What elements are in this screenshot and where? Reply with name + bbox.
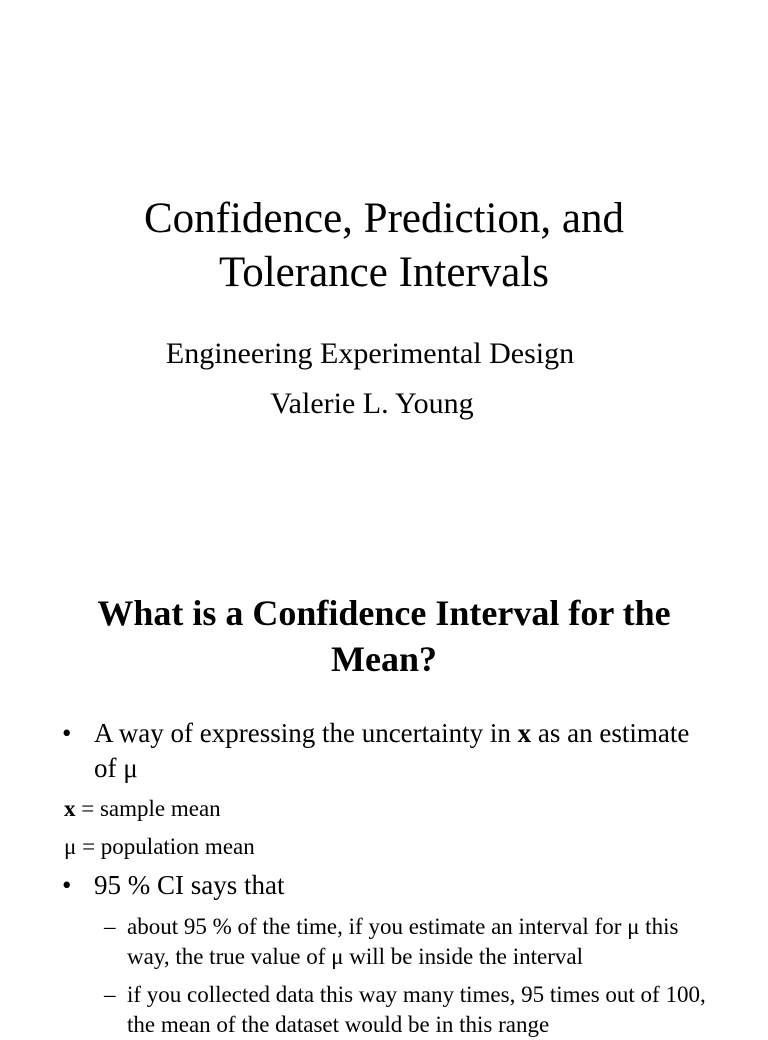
course-name: Engineering Experimental Design xyxy=(165,337,575,370)
slide-title-line-1: What is a Confidence Interval for the xyxy=(97,593,671,633)
sub-bullet-interval xyxy=(104,912,724,972)
bullet-text-post: as an estimate of μ xyxy=(94,718,690,783)
author-name: Valerie L. Young xyxy=(270,387,474,420)
x-bar-symbol: x xyxy=(517,718,532,748)
bullet-marker: • xyxy=(62,870,72,900)
slide-title-line-2: Mean? xyxy=(331,639,437,679)
bullet-95ci xyxy=(62,868,702,903)
sub-bullet-repeat xyxy=(104,980,724,1040)
definition-x-text: = sample mean xyxy=(75,796,221,821)
presentation-title xyxy=(0,192,768,300)
bullet-text-pre: A way of expressing the uncertainty in xyxy=(94,718,518,748)
definition-mu: μ = population mean xyxy=(64,834,255,859)
bullet-text xyxy=(94,716,702,786)
title-line-2: Tolerance Intervals xyxy=(218,249,550,296)
bullet-marker: • xyxy=(62,718,72,748)
content-slide xyxy=(0,560,768,1037)
sub-bullet-text: if you collected data this way many times, 95 times out of 100, the mean of the dataset would be in this range xyxy=(127,982,706,1037)
bullet-uncertainty xyxy=(62,716,702,786)
title-line-1: Confidence, Prediction, and xyxy=(143,195,625,242)
slide-title xyxy=(0,590,768,682)
definition-x xyxy=(64,794,221,824)
x-symbol: x xyxy=(64,796,76,821)
sub-bullet-text: about 95 % of the time, if you estimate an interval for μ this way, the true value of μ will be inside the interval xyxy=(127,914,679,969)
sub-bullet-marker: – xyxy=(104,914,116,939)
sub-bullet-marker: – xyxy=(104,982,116,1007)
bullet-text: 95 % CI says that xyxy=(94,870,285,900)
